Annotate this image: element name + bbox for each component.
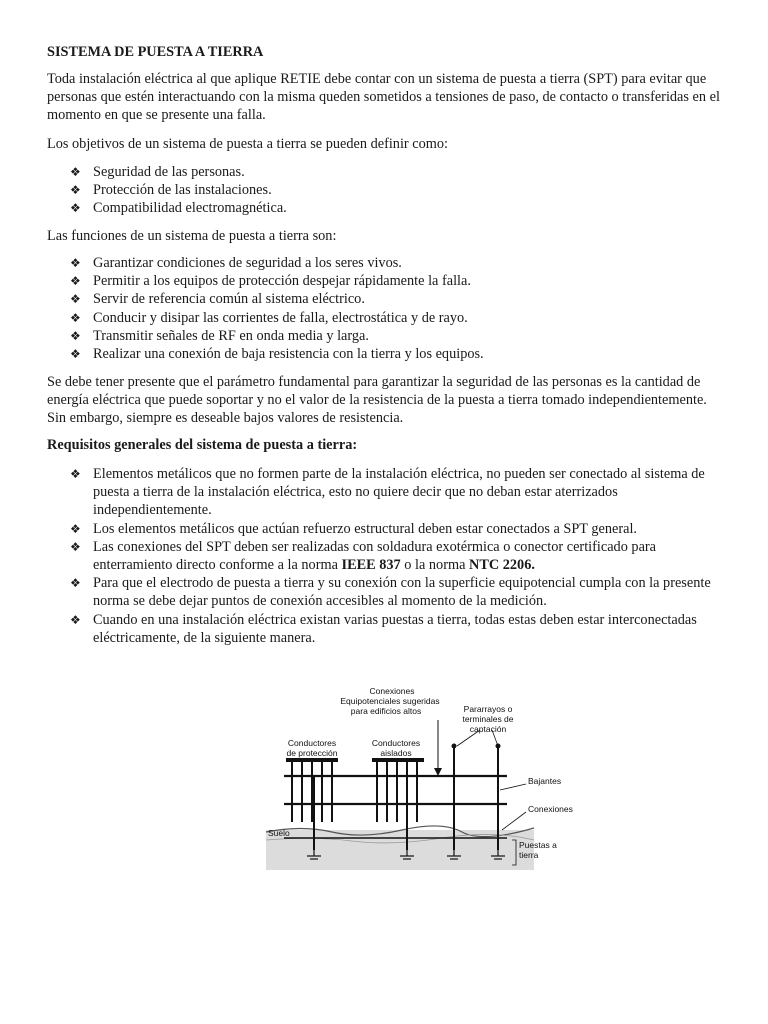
objetivos-intro-text: Los objetivos de un sistema de puesta a tierra se pueden definir como: (47, 136, 448, 152)
list-item: ❖ Servir de referencia común al sistema eléctrico. (70, 291, 365, 308)
diamond-bullet-icon: ❖ (70, 539, 81, 554)
label-puestas: tierra (519, 850, 539, 860)
label-cond-aislados: Conductores (371, 738, 421, 748)
list-item: ❖ Transmitir señales de RF en onda media y larga. (70, 327, 369, 344)
diamond-bullet-icon: ❖ (70, 467, 81, 481)
label-bajantes: Bajantes (528, 776, 562, 786)
intro-paragraph (47, 70, 722, 125)
grounding-diagram (262, 680, 573, 872)
objetivos-list (70, 163, 720, 218)
list-item: ❖ Realizar una conexión de baja resistencia con la tierra y los equipos. (70, 346, 484, 363)
objetivos-intro (47, 135, 722, 153)
document-title: SISTEMA DE PUESTA A TIERRA (47, 44, 264, 60)
diamond-bullet-icon: ❖ (70, 256, 81, 270)
label-cond-aislados: aislados (380, 748, 412, 758)
isolated-conductors (377, 760, 417, 822)
funciones-list (70, 254, 720, 363)
diamond-bullet-icon: ❖ (70, 576, 81, 591)
list-item: ❖ Garantizar condiciones de seguridad a los seres vivos. (70, 255, 402, 271)
funciones-intro-text: Las funciones de un sistema de puesta a tierra son: (47, 228, 337, 244)
protection-bracket (286, 758, 338, 762)
parametro-text: Se debe tener presente que el parámetro fundamental para garantizar la seguridad de las personas es la cantidad de energía eléctrica que puede soportar y no el valor de la resistencia de la puesta a tierra tomado independientemente. Sin embargo, siempre es deseable bajos valores de resistencia. (47, 374, 707, 427)
diamond-bullet-icon: ❖ (70, 274, 81, 289)
label-pararrayos: terminales de (462, 714, 514, 724)
label-pararrayos: Pararrayos o (463, 704, 513, 714)
air-terminal (452, 744, 457, 749)
conexiones-pointer (502, 812, 526, 830)
label-conexiones-equip: Equipotenciales sugeridas (340, 696, 440, 706)
requisitos-list (70, 465, 720, 647)
diamond-bullet-icon: ❖ (70, 521, 81, 536)
diamond-bullet-icon: ❖ (70, 347, 81, 362)
list-item: ❖ Conducir y disipar las corrientes de falla, electrostática y de rayo. (70, 309, 468, 326)
label-cond-proteccion: Conductores (287, 738, 337, 748)
norma-ieee: IEEE 837 (341, 557, 401, 574)
intro-text: Toda instalación eléctrica al que aplique RETIE debe contar con un sistema de puesta a tierra (SPT) para evitar que personas que estén interactuando con la misma queden sometidos a tensiones de paso, de contacto o transferidas en el momento en que se presente una falla. (47, 71, 720, 124)
list-item: ❖ Cuando en una instalación eléctrica existan varias puestas a tierra, todas estas deben estar interconectadas eléctricamente, de la siguiente manera. (70, 611, 697, 646)
bajantes-pointer (500, 784, 526, 790)
label-pararrayos: captación (469, 724, 507, 734)
diamond-bullet-icon: ❖ (70, 328, 81, 343)
funciones-intro (47, 227, 722, 245)
diamond-bullet-icon: ❖ (70, 292, 81, 307)
diamond-bullet-icon: ❖ (70, 612, 81, 627)
diamond-bullet-icon: ❖ (70, 165, 81, 179)
list-item: ❖ Las conexiones del SPT deben ser realizadas con soldadura exotérmica o conector certificado para enterramiento directo conforme a la norma IEEE 837 o la norma NTC 2206. (70, 538, 657, 574)
parametro-paragraph (47, 373, 722, 428)
list-item: ❖ Para que el electrodo de puesta a tierra y su conexión con la superficie equipotencial cumpla con la presente norma se debe dejar puntos de conexión accesibles al momento de la medición. (70, 575, 711, 610)
requisitos-heading: Requisitos generales del sistema de puesta a tierra: (47, 437, 358, 453)
isolated-bracket (372, 758, 424, 762)
list-item: ❖ Seguridad de las personas. (70, 164, 245, 180)
label-suelo: Suelo (268, 828, 290, 838)
norma-ntc: NTC 2206. (469, 557, 535, 574)
label-conexiones: Conexiones (528, 804, 573, 814)
label-conexiones-equip: para edificios altos (350, 706, 422, 716)
diamond-bullet-icon: ❖ (70, 201, 81, 216)
label-conexiones-equip: Conexiones (369, 686, 415, 696)
diamond-bullet-icon: ❖ (70, 310, 81, 325)
list-item: ❖ Los elementos metálicos que actúan refuerzo estructural deben estar conectados a SPT general. (70, 520, 637, 537)
list-item: ❖ Compatibilidad electromagnética. (70, 200, 287, 217)
list-item: ❖ Permitir a los equipos de protección despejar rápidamente la falla. (70, 273, 471, 290)
list-item: ❖ Elementos metálicos que no formen parte de la instalación eléctrica, no pueden ser conectado al sistema de puesta a tierra de la instalación eléctrica, esto no quiere decir que no deban estar aterrizados independientemente. (70, 466, 705, 519)
label-puestas: Puestas a (519, 840, 557, 850)
protection-conductors (292, 760, 332, 822)
diamond-bullet-icon: ❖ (70, 183, 81, 198)
label-cond-proteccion: de protección (286, 748, 338, 758)
equip-arrowhead (434, 768, 442, 776)
list-item: ❖ Protección de las instalaciones. (70, 182, 272, 199)
